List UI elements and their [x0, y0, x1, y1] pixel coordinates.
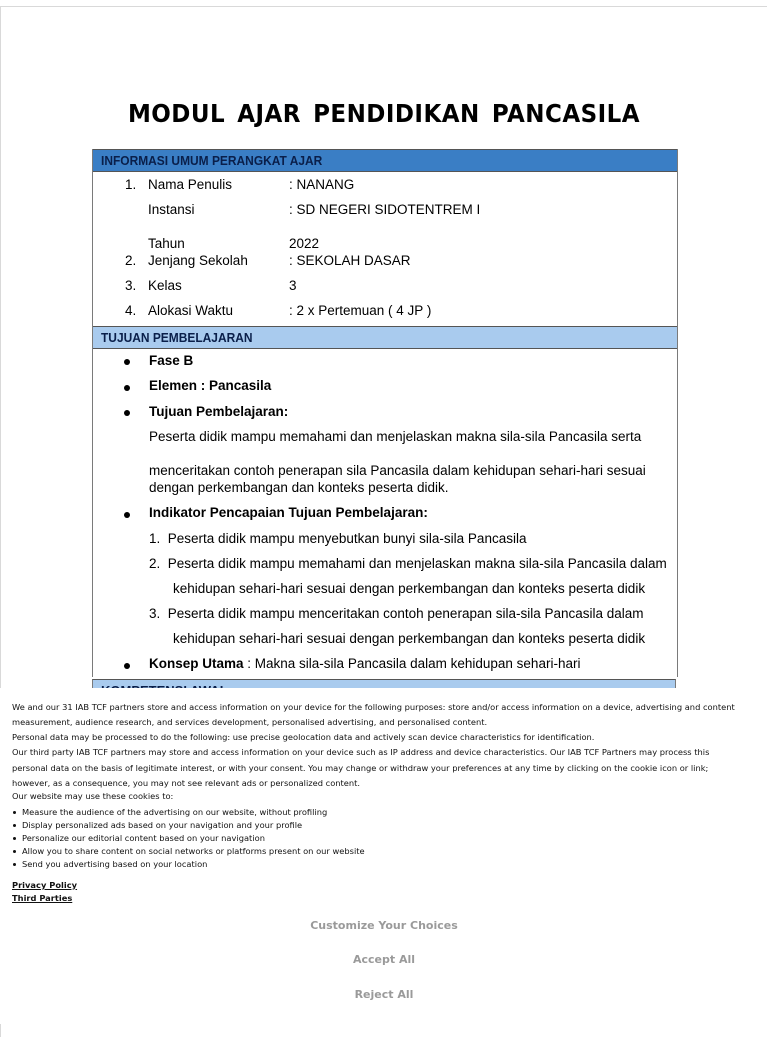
tujuan-section — [93, 349, 677, 677]
tujuan-text-line: menceritakan contoh penerapan sila Pancasila dalam kehidupan sehari-hari sesuai — [149, 463, 646, 478]
accept-all-button[interactable]: Accept All — [352, 953, 416, 966]
document-title: MODUL AJAR PENDIDIKAN PANCASILA — [127, 99, 641, 128]
consent-text: We and our 31 IAB TCF partners store and access information on your device for the following purposes: store and/or access information on a device, advertising and content — [12, 702, 735, 712]
konsep-utama: Konsep Utama : Makna sila-sila Pancasila dalam kehidupan sehari-hari — [149, 656, 581, 671]
consent-text: Our third party IAB TCF partners may store and access information on your device such as IP address and device characteristics. Our IAB TCF Partners may process this — [12, 747, 710, 757]
consent-text: Personal data may be processed to do the following: use precise geolocation data and actively scan device characteristics for identification. — [12, 732, 595, 742]
info-row: Instansi : SD NEGERI SIDOTENTREM I — [148, 202, 481, 217]
info-row: 4. Alokasi Waktu : 2 x Pertemuan ( 4 JP ) — [125, 303, 432, 318]
indikator-item: 2. Peserta didik mampu memahami dan menjelaskan makna sila-sila Pancasila dalam — [149, 556, 667, 571]
info-header: INFORMASI UMUM PERANGKAT AJAR — [93, 149, 677, 172]
consent-text: measurement, audience research, and services development, personalised advertising, and personalised content. — [12, 717, 488, 727]
cookie-consent-banner — [0, 688, 768, 1024]
indikator-item-cont: kehidupan sehari-hari sesuai dengan perkembangan dan konteks peserta didik — [173, 581, 646, 596]
bullet-icon — [124, 410, 130, 416]
bullet-icon — [124, 385, 130, 391]
cookie-purpose-item: Allow you to share content on social networks or platforms present on our website — [22, 846, 365, 856]
tujuan-label: Tujuan Pembelajaran: — [149, 404, 289, 419]
info-row: 3. Kelas 3 — [125, 278, 297, 293]
fase-label: Fase B — [149, 353, 194, 368]
indikator-label: Indikator Pencapaian Tujuan Pembelajaran: — [149, 505, 428, 520]
cookie-purpose-item: Measure the audience of the advertising on our website, without profiling — [22, 807, 328, 817]
bullet-icon — [124, 663, 130, 669]
info-row: Tahun 2022 — [148, 236, 320, 251]
consent-text: Our website may use these cookies to: — [12, 791, 174, 801]
cookie-purpose-item: Send you advertising based on your location — [22, 859, 208, 869]
cookie-purpose-item: Display personalized ads based on your navigation and your profile — [22, 820, 303, 830]
indikator-item: 1. Peserta didik mampu menyebutkan bunyi sila-sila Pancasila — [149, 531, 527, 546]
privacy-policy-link[interactable]: Privacy Policy — [12, 880, 78, 890]
consent-text: personal data on the basis of legitimate interest, or with your consent. You may change or withdraw your preferences at any time by clicking on the cookie icon or link; — [12, 763, 709, 773]
cookie-purpose-item: Personalize our editorial content based on your navigation — [22, 833, 265, 843]
info-section — [93, 172, 677, 326]
info-row: 1. Nama Penulis : NANANG — [125, 177, 355, 192]
customize-choices-button[interactable]: Customize Your Choices — [310, 919, 458, 932]
reject-all-button[interactable]: Reject All — [354, 988, 414, 1001]
elemen-label: Elemen : Pancasila — [149, 378, 272, 393]
indikator-item: 3. Peserta didik mampu menceritakan contoh penerapan sila-sila Pancasila dalam — [149, 606, 644, 621]
tujuan-text-line: dengan perkembangan dan konteks peserta didik. — [149, 480, 449, 495]
tujuan-text-line: Peserta didik mampu memahami dan menjelaskan makna sila-sila Pancasila serta — [149, 429, 642, 444]
third-parties-link[interactable]: Third Parties — [12, 893, 73, 903]
bullet-icon — [124, 512, 130, 518]
consent-text: however, as a consequence, you may not see relevant ads or personalized content. — [12, 778, 361, 788]
info-row: 2. Jenjang Sekolah : SEKOLAH DASAR — [125, 253, 411, 268]
bullet-icon — [124, 359, 130, 365]
module-table — [92, 149, 678, 677]
tujuan-header: TUJUAN PEMBELAJARAN — [93, 326, 677, 349]
indikator-item-cont: kehidupan sehari-hari sesuai dengan perkembangan dan konteks peserta didik — [173, 631, 646, 646]
